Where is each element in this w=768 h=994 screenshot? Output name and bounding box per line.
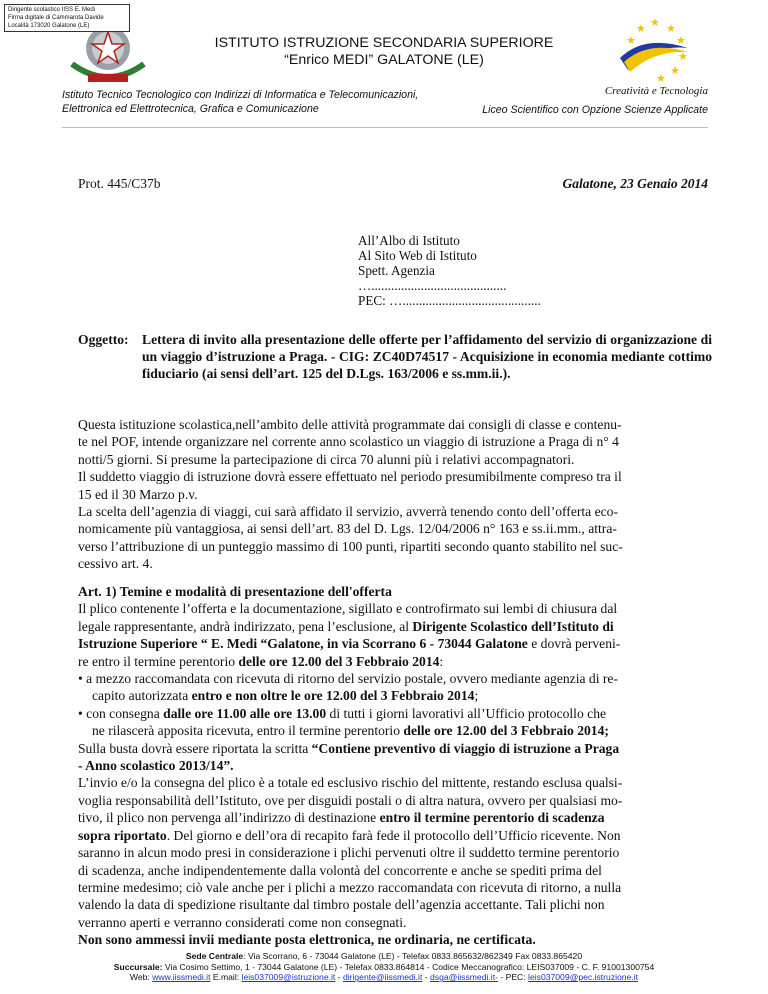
- website-link[interactable]: www.iissmedi.it: [152, 972, 211, 983]
- stamp-line: Firma digitale di Cammarota Davide: [8, 15, 104, 21]
- article-line: sopra riportato. Del giorno e dell’ora di recapito farà fede il protocollo dell’Ufficio ricevente. Non: [78, 827, 621, 843]
- svg-text:★: ★: [650, 16, 660, 29]
- protocol-number: Prot. 445/C37b: [78, 176, 161, 191]
- footer-contacts: Web: www.iissmedi.it E.mail: leis037009@istruzione.it - dirigente@iissmedi.it - dsga@iissmedi.it- - PEC: leis037009@pec.istruzione.it: [129, 972, 639, 983]
- intro-line: notti/5 giorni. Si presume la partecipazione di circa 70 alunni più i relativi accompagnatori.: [78, 451, 575, 467]
- description-line: Elettronica ed Elettrotecnica, Grafica e Comunicazione: [62, 103, 319, 115]
- liceo-description: Liceo Scientifico con Opzione Scienze Applicate: [482, 104, 708, 116]
- intro-line: Il suddetto viaggio di istruzione dovrà essere effettuato nel periodo presumibilmente compreso tra il: [78, 469, 622, 485]
- recipient-line: Spett. Agenzia: [358, 263, 435, 278]
- article-line: Istruzione Superiore “ E. Medi “Galatone, in via Scorrano 6 - 73044 Galatone e dovrà perveni-: [78, 636, 621, 652]
- article-line: re entro il termine perentorio delle ore 12.00 del 3 Febbraio 2014:: [78, 653, 444, 669]
- email-link[interactable]: dsga@iissmedi.it-: [430, 972, 498, 983]
- article-line: termine medesimo; ciò vale anche per i plichi a mezzo raccomandata con ricevuta di ritorno, a nulla: [78, 879, 622, 895]
- intro-line: nomicamente più vantaggiosa, ai sensi dell’art. 83 del D. Lgs. 12/04/2006 n° 163 e ss.ii.mm., attra-: [78, 521, 617, 537]
- intro-line: te nel POF, intende organizzare nel corrente anno scolastico un viaggio di istruzione a Praga di n° 4: [78, 434, 619, 450]
- svg-text:★: ★: [670, 64, 680, 77]
- intro-line: cessivo art. 4.: [78, 556, 153, 572]
- page-footer: [0, 951, 768, 983]
- intro-line: verso l’attribuzione di un punteggio massimo di 100 punti, ripartiti secondo quanto stabilito nel suc-: [78, 538, 623, 554]
- intro-line: Questa istituzione scolastica,nell’ambito delle attività programmate dai consigli di classe e contenu-: [78, 417, 622, 432]
- pec-link[interactable]: leis037009@pec.istruzione.it: [528, 972, 639, 983]
- recipient-line: All’Albo di Istituto: [358, 233, 460, 248]
- school-title-line1: ISTITUTO ISTRUZIONE SECONDARIA SUPERIORE: [214, 35, 554, 51]
- delivery-option-mail-cont: capito autorizzata entro e non oltre le ore 12.00 del 3 Febbraio 2014;: [92, 688, 479, 704]
- intro-line: La scelta dell’agenzia di viaggi, cui sarà affidato il servizio, avverrà tenendo conto dell’offerta eco-: [78, 504, 618, 520]
- svg-text:★: ★: [676, 34, 686, 47]
- article-line: di scadenza, anche indipendentemente dalla volontà del concorrente e anche se spediti prima del: [78, 862, 602, 878]
- article-line: tivo, il plico non pervenga all’indirizzo di destinazione entro il termine perentorio di scadenza: [78, 810, 605, 826]
- motto-logo: Creatività e Tecnologia: [604, 85, 708, 97]
- subject-text: Lettera di invito alla presentazione delle offerte per l’affidamento del servizio di organizzazione di un viaggio d’istruzione a Praga. - CIG: ZC40D74517 - Acquisizione in economia mediante cottimo fiduciario (ai sensi dell’art. 125 del D.Lgs. 163/2006 e ss.mm.ii.).: [142, 332, 712, 382]
- article-line: verranno aperti e verranno considerati come non consegnati.: [78, 914, 407, 930]
- eu-stars-logo-icon: [614, 14, 694, 84]
- svg-text:★: ★: [666, 22, 676, 35]
- article-line: valendo la data di spedizione risultante dal timbro postale dell’agenzia accettante. Tali plichi non: [78, 897, 605, 913]
- svg-text:★: ★: [678, 50, 688, 63]
- stamp-line: Località 173020 Galatone (LE): [8, 23, 90, 29]
- recipient-line: Al Sito Web di Istituto: [358, 248, 477, 263]
- subject-block: [78, 331, 712, 383]
- article-line: saranno in alcun modo presi in considerazione i plichi pervenuti oltre il suddetto termine perentorio: [78, 845, 620, 861]
- stamp-line: Dirigente scolastico IISS E. Medi: [8, 7, 96, 13]
- article-line: Il plico contenente l’offerta e la documentazione, sigillato e controfirmato sui lembi di chiusura dal: [78, 601, 618, 617]
- footer-sede: Sede Centrale: Via Scorrano, 6 - 73044 Galatone (LE) - Telefax 0833.865632/862349 Fax 0833.865420: [185, 951, 583, 961]
- intro-paragraph: [78, 416, 714, 573]
- article-line: L’invio e/o la consegna del plico è a totale ed esclusivo rischio del mittente, restando esclusa qualsi-: [78, 775, 623, 791]
- article-line: voglia responsabilità dell’Istituto, ove per disguidi postali o di altra natura, ovvero per qualsiasi mo-: [78, 792, 623, 808]
- recipients-block: [358, 233, 541, 308]
- svg-text:★: ★: [656, 72, 666, 84]
- delivery-option-mail: • a mezzo raccomandata con ricevuta di ritorno del servizio postale, ovvero mediante agenzia di re-: [78, 671, 618, 687]
- school-title-line2: “Enrico MEDI” GALATONE (LE): [284, 52, 484, 68]
- description-line: Istituto Tecnico Tecnologico con Indirizzi di Informatica e Telecomunicazioni,: [62, 89, 419, 101]
- delivery-option-hand-cont: ne rilascerà apposita ricevuta, entro il termine perentorio delle ore 12.00 del 3 Febbraio 2014;: [92, 723, 609, 739]
- article-line: Sulla busta dovrà essere riportata la scritta “Contiene preventivo di viaggio di istruzione a Praga: [78, 740, 620, 756]
- intro-line: 15 ed il 30 Marzo p.v.: [78, 486, 198, 502]
- email-link[interactable]: dirigente@iissmedi.it: [342, 972, 423, 983]
- article-line: legale rappresentante, andrà indirizzato, pena l’esclusione, al Dirigente Scolastico dell’Istituto di: [78, 618, 614, 634]
- article-1-heading: Art. 1) Temine e modalità di presentazione dell'offerta: [78, 584, 392, 599]
- svg-text:★: ★: [636, 22, 646, 35]
- article-line: Non sono ammessi invii mediante posta elettronica, ne ordinaria, ne certificata.: [78, 932, 536, 948]
- subject-label: Oggetto:: [78, 332, 129, 347]
- recipient-line: PEC: …..........................................: [358, 293, 541, 308]
- svg-text:★: ★: [626, 34, 636, 47]
- delivery-option-hand: • con consegna dalle ore 11.00 alle ore 13.00 di tutti i giorni lavorativi all’Ufficio protocollo che: [78, 705, 607, 721]
- footer-succursale: Succursale: Via Cosimo Settimo, 1 - 73044 Galatone (LE) - Telefax 0833.864814 - Codice Meccanografico: LEIS037009 - C. F. 91001300754: [113, 961, 655, 972]
- article-1: [78, 583, 714, 949]
- document-date: Galatone, 23 Genaio 2014: [562, 176, 708, 191]
- header-divider: [62, 127, 708, 128]
- recipient-line: ….........................................: [358, 278, 507, 293]
- school-title: [160, 35, 608, 69]
- email-link[interactable]: leis037009@istruzione.it: [241, 972, 336, 983]
- article-line: - Anno scolastico 2013/14”.: [78, 758, 234, 774]
- digital-signature-stamp: [4, 4, 130, 32]
- technical-institute-description: [62, 88, 418, 116]
